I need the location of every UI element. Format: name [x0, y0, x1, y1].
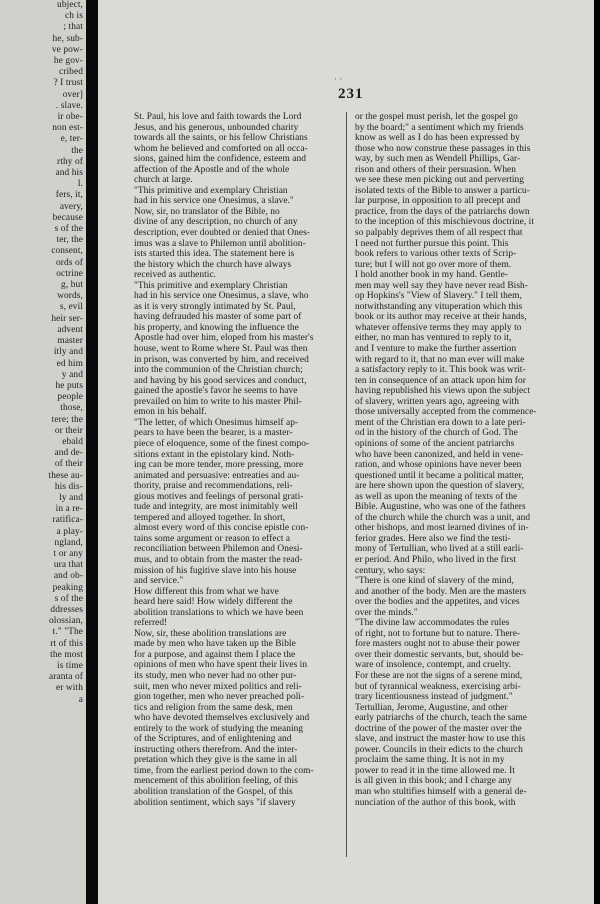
text-line: who have been canonized, and held in vene- — [355, 449, 524, 460]
text-line: referred! — [134, 618, 168, 629]
text-line: we see these men picking out and perverting — [355, 175, 525, 186]
fragment-line: he, sub- — [52, 33, 83, 44]
fragment-line: is time — [57, 660, 83, 671]
text-line: having republished his views upon the subject — [355, 386, 531, 397]
fragment-line: s of the — [54, 224, 83, 235]
fragment-line: and ob- — [53, 571, 83, 582]
text-line: men may well say they have never read Bish- — [355, 280, 528, 291]
text-line: description, ever doubted or denied that Ones- — [134, 228, 310, 239]
fragment-line: and de- — [54, 448, 83, 459]
fragment-line: ed him — [56, 358, 83, 369]
text-line: received as authentic. — [134, 270, 217, 281]
text-line: nunciation of the author of this book, with — [355, 797, 516, 808]
fragment-line: ir obe- — [57, 112, 83, 123]
text-line: ing can be more tender, more pressing, more — [134, 460, 304, 471]
fragment-line: tere; the — [51, 414, 83, 425]
fragment-line: a — [78, 694, 83, 705]
column-divider — [346, 112, 347, 857]
text-column-right — [355, 112, 569, 808]
text-line: tains some argument or reason to effect a — [134, 533, 291, 544]
text-line: trary licentiousness instead of judgment." — [355, 692, 513, 703]
fragment-line: these au- — [48, 470, 83, 481]
text-line: suit, men who never mixed politics and reli- — [134, 681, 302, 692]
fragment-line: . slave. — [55, 100, 83, 111]
text-line: mencement of this abolition feeling, of this — [134, 776, 298, 787]
text-line: who have devoted themselves exclusively and — [134, 713, 310, 724]
fragment-line: and his — [55, 168, 83, 179]
text-line: pears to have been the bearer, is a master- — [134, 428, 293, 439]
text-line: towards all the saints, or his fellow Christians — [134, 133, 308, 144]
fragment-line: he puts — [55, 380, 83, 391]
text-line: doctrine of the power of the master over the — [355, 723, 522, 734]
text-line: reconciliation between Philemon and Onesi- — [134, 544, 303, 555]
text-line: mission of his fugitive slave into his house — [134, 565, 297, 576]
text-line: animated and persuasive: entreaties and au- — [134, 470, 300, 481]
text-line: For these are not the signs of a serene mind, — [355, 670, 523, 681]
text-line: of right, not to fortune but to nature. There- — [355, 628, 521, 639]
text-line: "This primitive and exemplary Christian — [134, 280, 288, 291]
text-line: to the inception of this mischievous doctrine, it — [355, 217, 534, 228]
text-line: Now, sir, no translator of the Bible, no — [134, 206, 280, 217]
text-line: as it is very strongly intimated by St. Paul, — [134, 301, 296, 312]
text-line: proclaim the same thing. It is not in my — [355, 755, 505, 766]
text-line: whatever offensive terms they may apply to — [355, 322, 522, 333]
text-line: over the minds." — [355, 607, 418, 618]
text-line: other bishops, and most learned divines of in- — [355, 523, 529, 534]
fragment-line: avery, — [59, 201, 83, 212]
text-line: notwithstanding any vituperation which this — [355, 301, 523, 312]
text-line: "This primitive and exemplary Christian — [134, 185, 288, 196]
text-line: gained the apostle's favor he seems to have — [134, 386, 298, 397]
text-line: his property, and knowing the influence the — [134, 322, 299, 333]
text-line: tude and integrity, are most inimitably well — [134, 502, 298, 513]
fragment-line: in a re- — [55, 504, 83, 515]
text-line: a satisfactory reply to it. This book was writ- — [355, 365, 526, 376]
text-line: having defrauded his master of some part of — [134, 312, 302, 323]
text-line: emon in his behalf. — [134, 407, 207, 418]
fragment-line: rthy of — [57, 156, 83, 167]
text-line: fore masters ought not to abuse their power — [355, 639, 520, 650]
fragment-line: advent — [57, 324, 83, 335]
text-line: and service." — [134, 576, 184, 587]
text-line: sions, gained him the confidence, esteem and — [134, 154, 306, 165]
fragment-line: master — [57, 336, 83, 347]
document-page — [98, 0, 600, 904]
text-line: century, who says: — [355, 565, 426, 576]
text-line: questioned until it became a political matter, — [355, 470, 524, 481]
text-line: mony of Tertullian, who lived at a still earli- — [355, 544, 524, 555]
fragment-line: ebald — [62, 436, 83, 447]
text-line: book refers to various other texts of Scrip- — [355, 249, 517, 260]
fragment-line: ve pow- — [51, 44, 83, 55]
text-line: sitions extant in the epistolary kind. Noth- — [134, 449, 295, 460]
text-line: ture; but I will not go over more of them. — [355, 259, 512, 270]
text-line: but of tyrannical weakness, exercising arbi- — [355, 681, 521, 692]
fragment-line: s of the — [54, 593, 83, 604]
text-line: prevailed on him to write to his master Phil- — [134, 396, 302, 407]
fragment-line: t or any — [53, 548, 83, 559]
text-line: of the church while the church was a unit, and — [355, 512, 531, 523]
text-line: instructing others therefrom. And the inter- — [134, 744, 298, 755]
text-line: church at large. — [134, 175, 193, 186]
fragment-line: olossian, — [49, 616, 83, 627]
fragment-line: those, — [60, 403, 83, 414]
text-line: those who now construe these passages in this — [355, 143, 531, 154]
text-line: the history which the church have always — [134, 259, 292, 270]
text-line: isolated texts of the Bible to answer a particu- — [355, 185, 530, 196]
text-line: with regard to it, that no man ever will make — [355, 354, 525, 365]
text-line: gion together, men who never preached poli- — [134, 692, 305, 703]
fragment-line: ; that — [63, 22, 83, 33]
text-line: slave, and instruct the master how to use this — [355, 734, 526, 745]
text-line: "The divine law accommodates the rules — [355, 618, 510, 629]
text-line: op Hopkins's "View of Slavery." I tell them, — [355, 291, 522, 302]
fragment-line: because — [52, 212, 83, 223]
text-line: lar purpose, in opposition to all precept and — [355, 196, 521, 207]
text-line: house, went to Rome where St. Paul was then — [134, 344, 308, 355]
text-line: made by men who have taken up the Bible — [134, 639, 296, 650]
text-line: book or its author may receive at their hands, — [355, 312, 527, 323]
text-line: of slavery, written years ago, agreeing with — [355, 396, 520, 407]
fragment-line: ch is — [65, 11, 83, 22]
header-mark: · · — [334, 74, 343, 84]
text-line: ists started this idea. The statement here is — [134, 249, 295, 260]
fragment-line: ngland, — [54, 537, 83, 548]
text-line: rison and others of their persuasion. When — [355, 164, 517, 175]
fragment-line: aranta of — [49, 672, 83, 683]
text-line: tics and religion from the same desk, men — [134, 702, 293, 713]
fragment-line: the — [71, 145, 83, 156]
text-line: are here shown upon the question of slavery, — [355, 481, 525, 492]
text-line: as well as upon the meaning of texts of the — [355, 491, 518, 502]
fragment-line: ddresses — [50, 604, 83, 615]
text-line: either, no man has ventured to reply to it, — [355, 333, 512, 344]
text-line: gious motives and feelings of personal grati- — [134, 491, 304, 502]
text-line: Tertullian, Jerome, Augustine, and other — [355, 702, 508, 713]
text-line: its study, men who never had no other pur- — [134, 670, 297, 681]
text-line: power. Councils in their edicts to the church — [355, 744, 523, 755]
fragment-line: rt of this — [50, 638, 83, 649]
text-line: Jesus, and his generous, unbounded charity — [134, 122, 299, 133]
text-line: over the bodies and the appetites, and vices — [355, 597, 520, 608]
fragment-line: heir ser- — [51, 313, 83, 324]
page-number: 231 — [338, 86, 364, 102]
fragment-line: ratifica- — [52, 515, 83, 526]
fragment-line: words, — [57, 291, 83, 302]
fragment-line: his dis- — [54, 481, 83, 492]
fragment-line: peaking — [52, 582, 83, 593]
text-line: ten in consequence of an attack upon him for — [355, 375, 526, 386]
text-line: opinions of men who have spent their lives in — [134, 660, 308, 671]
text-line: od in the history of the church of God. The — [355, 428, 518, 439]
text-line: abolition sentiment, which says "if slavery — [134, 797, 296, 808]
text-column-left — [134, 112, 337, 808]
text-line: "There is one kind of slavery of the mind, — [355, 576, 514, 587]
fragment-line: itly and — [53, 347, 83, 358]
text-line: of the Scriptures, and of enlightening and — [134, 734, 292, 745]
text-line: ration, and whose opinions have never been — [355, 460, 522, 471]
adjacent-page-fragment — [0, 0, 86, 904]
text-line: for a purpose, and against them I place the — [134, 649, 296, 660]
fragment-line: or their — [54, 425, 83, 436]
text-line: divine of any description, no church of any — [134, 217, 298, 228]
fragment-line: y and — [61, 369, 83, 380]
text-line: way, by such men as Wendell Phillips, Gar- — [355, 154, 521, 165]
fragment-line: cribed — [58, 67, 83, 78]
text-line: is all given in this book; and I charge any — [355, 776, 512, 787]
fragment-line: g, but — [61, 280, 83, 291]
text-line: over their domestic servants, but, should be- — [355, 649, 524, 660]
text-line: and I venture to make the further assertion — [355, 344, 517, 355]
text-line: Apostle had over him, eloped from his master's — [134, 333, 314, 344]
text-line: almost every word of this concise epistle con- — [134, 523, 309, 534]
text-line: mus, and to obtain from the master the read- — [134, 554, 303, 565]
text-line: affection of the Apostle and of the whole — [134, 164, 290, 175]
fragment-line: ura that — [53, 560, 83, 571]
text-line: practice, from the days of the patriarchs down — [355, 206, 530, 217]
text-line: How different this from what we have — [134, 586, 279, 597]
text-line: by the board;" a sentiment which my friends — [355, 122, 524, 133]
fragment-line: ly and — [59, 492, 83, 503]
fragment-line: of their — [54, 459, 83, 470]
text-line: heard here said! How widely different the — [134, 597, 293, 608]
text-line: entirely to the work of studying the meaning — [134, 723, 304, 734]
fragment-line: over] — [62, 89, 83, 100]
text-line: opinions of some of the ancient patriarchs — [355, 438, 515, 449]
text-line: power to read it in the time allowed me. It — [355, 765, 515, 776]
fragment-line: ords of — [56, 257, 83, 268]
text-line: so palpably deprives them of all respect that — [355, 228, 523, 239]
fragment-line: ? I trust — [53, 78, 83, 89]
text-line: early patriarchs of the church, teach the same — [355, 713, 528, 724]
scan-edge — [594, 0, 600, 904]
text-line: those universally accepted from the commence- — [355, 407, 537, 418]
text-line: man who stultifies himself with a general de- — [355, 787, 527, 797]
text-line: or the gospel must perish, let the gospel go — [355, 112, 518, 122]
text-line: ware of insolence, contempt, and cruelty. — [355, 660, 512, 671]
fragment-line: people — [57, 392, 83, 403]
fragment-line: ter, the — [56, 235, 83, 246]
fragment-line: er with — [56, 683, 83, 694]
text-line: Now, sir, these abolition translations are — [134, 628, 287, 639]
text-line: "The letter, of which Onesimus himself ap- — [134, 417, 299, 428]
text-line: had in his service one Onesimus, a slave." — [134, 196, 294, 207]
text-line: in prison, was converted by him, and received — [134, 354, 309, 365]
fragment-line: l. — [77, 179, 83, 190]
fragment-line: ubject, — [57, 0, 83, 10]
fragment-line: he gov- — [53, 56, 83, 67]
text-line: I hold another book in my hand. Gentle- — [355, 270, 508, 281]
text-line: know as well as I do has been expressed by — [355, 133, 520, 144]
text-line: whom he believed and comforted on all occa- — [134, 143, 308, 154]
fragment-line: the most — [50, 649, 83, 660]
fragment-line: octrine — [56, 268, 83, 279]
text-line: er period. And Philo, who lived in the first — [355, 554, 517, 565]
text-line: abolition translations to which we have been — [134, 607, 304, 618]
text-line: abolition translation of the Gospel, of this — [134, 787, 293, 797]
fragment-line: non est- — [52, 123, 83, 134]
text-line: and having by his good services and conduct, — [134, 375, 307, 386]
text-line: into the communion of the Christian church; — [134, 365, 303, 376]
text-line: time, from the earliest period down to the com- — [134, 765, 314, 776]
fragment-line: a play- — [56, 526, 83, 537]
text-line: ferior grades. Here also we find the testi- — [355, 533, 511, 544]
text-line: I need not further pursue this point. This — [355, 238, 509, 249]
text-line: Bible. Augustine, who was one of the fathers — [355, 502, 526, 513]
text-line: and another of the body. Men are the masters — [355, 586, 527, 597]
text-line: imus was a slave to Philemon until abolition- — [134, 238, 306, 249]
fragment-line: consent, — [51, 246, 83, 257]
text-line: had in his service one Onesimus, a slave, who — [134, 291, 309, 302]
fragment-line: s, evil — [59, 302, 83, 313]
text-line: ment of the Christian era down to a late peri- — [355, 417, 526, 428]
text-line: pretation which they give is the same in all — [134, 755, 298, 766]
text-line: thority, praise and recommendations, reli- — [134, 481, 293, 492]
text-line: tempered and alloyed together. In short, — [134, 512, 286, 523]
text-line: St. Paul, his love and faith towards the Lord — [134, 112, 302, 122]
fragment-line: e, ter- — [60, 134, 83, 145]
fragment-line: fers, it, — [55, 190, 83, 201]
binding-gutter — [86, 0, 98, 904]
fragment-line: t." "The — [52, 627, 83, 638]
text-line: piece of eloquence, some of the finest compo- — [134, 438, 310, 449]
